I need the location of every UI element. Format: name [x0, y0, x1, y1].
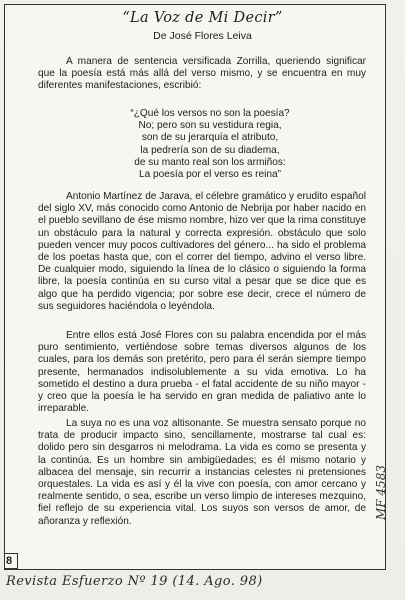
poem-line: la pedrería son de su diadema,: [140, 144, 280, 156]
poem-line: No; pero son su vestidura regia,: [138, 120, 282, 132]
handwritten-source-note: Revista Esfuerzo Nº 19 (14. Ago. 98): [6, 574, 263, 589]
paragraph-flores: Entre ellos está José Flores con su palabra encendida por el más puro sentimiento, vertiéndose sobre temas diversos algunos de los cuales, para los demás son pretérito, pero para él serán siempre tiempo presente, hermanados indisolublemente a su vida emotiva. Lo ha sometido el destino a dura prueba - el fatal accidente de su niño mayor - y creo que la poesía le ha servido en gran medida de paliativo ante lo irreparable.: [38, 330, 366, 415]
paragraph-nebrija: Antonio Martínez de Jarava, el célebre gramático y erudito español del siglo XV, más conocido como Antonio de Nebrija por haber nacido en el pueblo sevillano de ése mismo nombre, hizo ver que la rima constituye un obstáculo para la natural y correcta expresión. obstáculo que solo pueden vencer muy pocos cultivadores del género... ha sido el problema de los poetas hasta que, con el correr del tiempo, advino el verso libre. De cualquier modo, siguiendo la línea de lo clásico o siguiendo la forma libre, la poesía continúa en su curso vital a pesar que se dice que es algo que ha perdido vigencia; por sobre ese decir, crece el número de sus seguidores haciéndola o leyéndola.: [38, 191, 366, 312]
poem-line: de su manto real son los armiños:: [134, 156, 286, 168]
poem-line: “¿Qué los versos no son la poesía?: [130, 108, 290, 119]
poem-line: son de su jerarquía el atributo,: [141, 132, 279, 144]
article-author: De José Flores Leiva: [153, 30, 252, 42]
poem-line: La poesía por el verso es reina”: [139, 169, 281, 181]
paragraph-intro: A manera de sentencia versificada Zorrilla, queriendo significar que la poesía está más allá del verso mismo, y se encuentra en muy diferentes manifestaciones, escribió:: [38, 56, 366, 92]
quoted-poem: [90, 108, 330, 181]
page-number: 8: [6, 555, 13, 567]
paragraph-voice: La suya no es una voz altisonante. Se muestra sensato porque no trata de producir impacto sino, sencillamente, mostrarse tal cual es: dolido pero sin desgarros ni melodrama. La vida es como se presenta y la continúa. Es un hombre sin ambigüedades; es él mismo notario y albacea del mensaje, sin recurrir a instancias celestes ni pretensiones orquestales. La vida es así y él la vive con poesía, con amor cercano y realmente sentido, o sea, escribe un verso limpio de intereses mezquino, fiel reflejo de su experiencia vital. Los suyos son versos de amor, de añoranza y reflexión.: [38, 418, 366, 527]
article-title: “La Voz de Mi Decir”: [122, 10, 283, 26]
handwritten-side-note: MF 4583: [374, 465, 388, 520]
